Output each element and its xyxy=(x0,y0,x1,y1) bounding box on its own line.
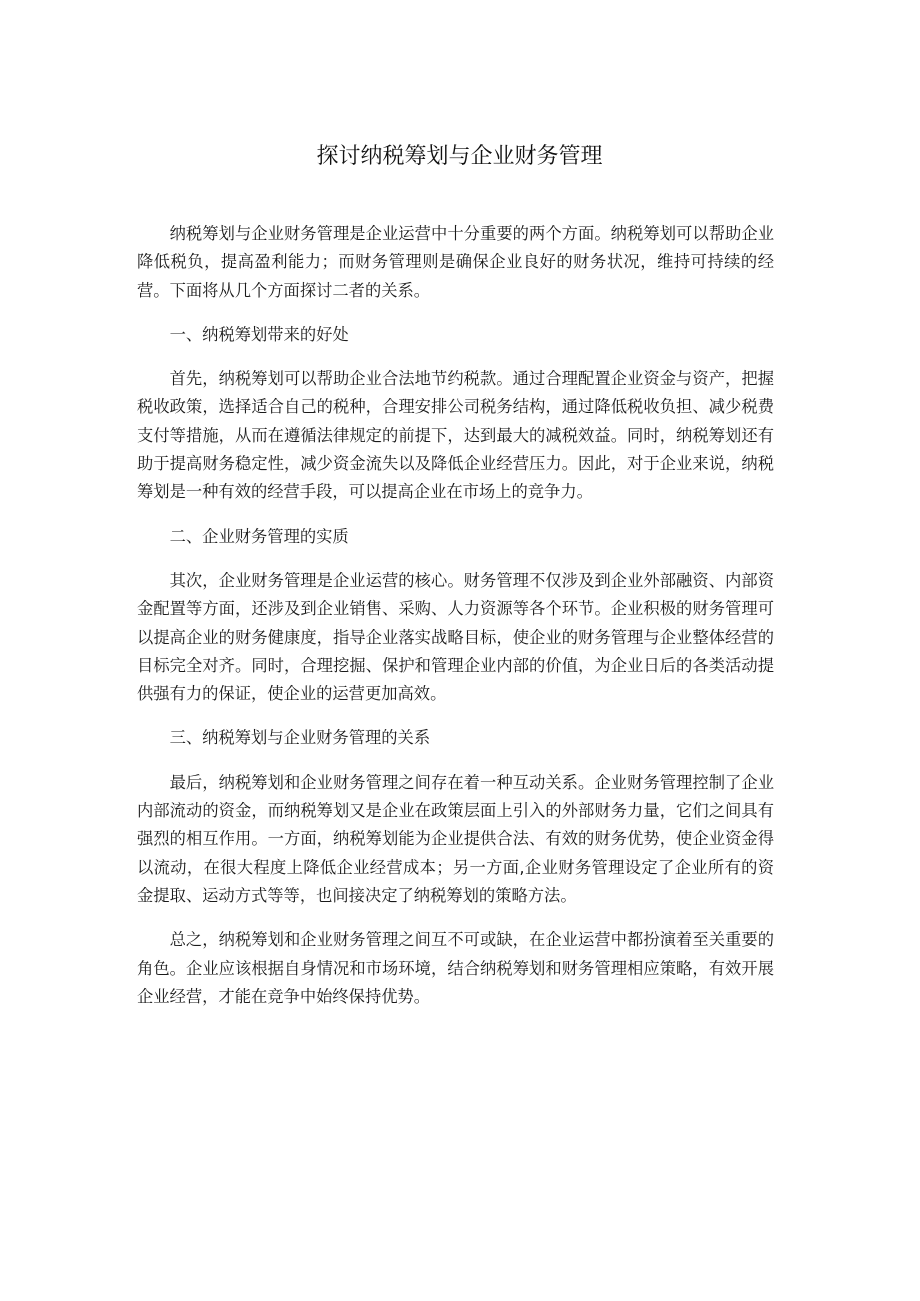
section-body-benefits: 首先，纳税筹划可以帮助企业合法地节约税款。通过合理配置企业资金与资产，把握税收政策，选择适合自己的税种，合理安排公司税务结构，通过降低税收负担、减少税费支付等措施，从而在遵循法律规定的前提下，达到最大的减税效益。同时，纳税筹划还有助于提高财务稳定性，减少资金流失以及降低企业经营压力。因此，对于企业来说，纳税筹划是一种有效的经营手段，可以提高企业在市场上的竞争力。 xyxy=(137,369,774,502)
conclusion-paragraph: 总之，纳税筹划和企业财务管理之间互不可或缺，在企业运营中都扮演着至关重要的角色。企业应该根据自身情况和市场环境，结合纳税筹划和财务管理相应策略，有效开展企业经营，才能在竞争中始终保持优势。 xyxy=(137,930,774,1006)
document-title: 探讨纳税筹划与企业财务管理 xyxy=(316,144,603,169)
section-heading-benefits: 一、纳税筹划带来的好处 xyxy=(169,324,349,344)
section-heading-essence: 二、企业财务管理的实质 xyxy=(169,526,349,546)
document-body xyxy=(137,220,774,1011)
intro-paragraph: 纳税筹划与企业财务管理是企业运营中十分重要的两个方面。纳税筹划可以帮助企业降低税负，提高盈利能力；而财务管理则是确保企业良好的财务状况，维持可持续的经营。下面将从几个方面探讨二者的关系。 xyxy=(137,224,774,300)
section-body-relationship: 最后，纳税筹划和企业财务管理之间存在着一种互动关系。企业财务管理控制了企业内部流动的资金，而纳税筹划又是企业在政策层面上引入的外部财务力量，它们之间具有强烈的相互作用。一方面，纳税筹划能为企业提供合法、有效的财务优势，使企业资金得以流动，在很大程度上降低企业经营成本；另一方面,企业财务管理设定了企业所有的资金提取、运动方式等等，也间接决定了纳税筹划的策略方法。 xyxy=(137,772,774,905)
section-heading-relationship: 三、纳税筹划与企业财务管理的关系 xyxy=(169,728,431,748)
section-body-essence: 其次，企业财务管理是企业运营的核心。财务管理不仅涉及到企业外部融资、内部资金配置等方面，还涉及到企业销售、采购、人力资源等各个环节。企业积极的财务管理可以提高企业的财务健康度，指导企业落实战略目标，使企业的财务管理与企业整体经营的目标完全对齐。同时，合理挖掘、保护和管理企业内部的价值，为企业日后的各类活动提供强有力的保证，使企业的运营更加高效。 xyxy=(137,570,774,704)
